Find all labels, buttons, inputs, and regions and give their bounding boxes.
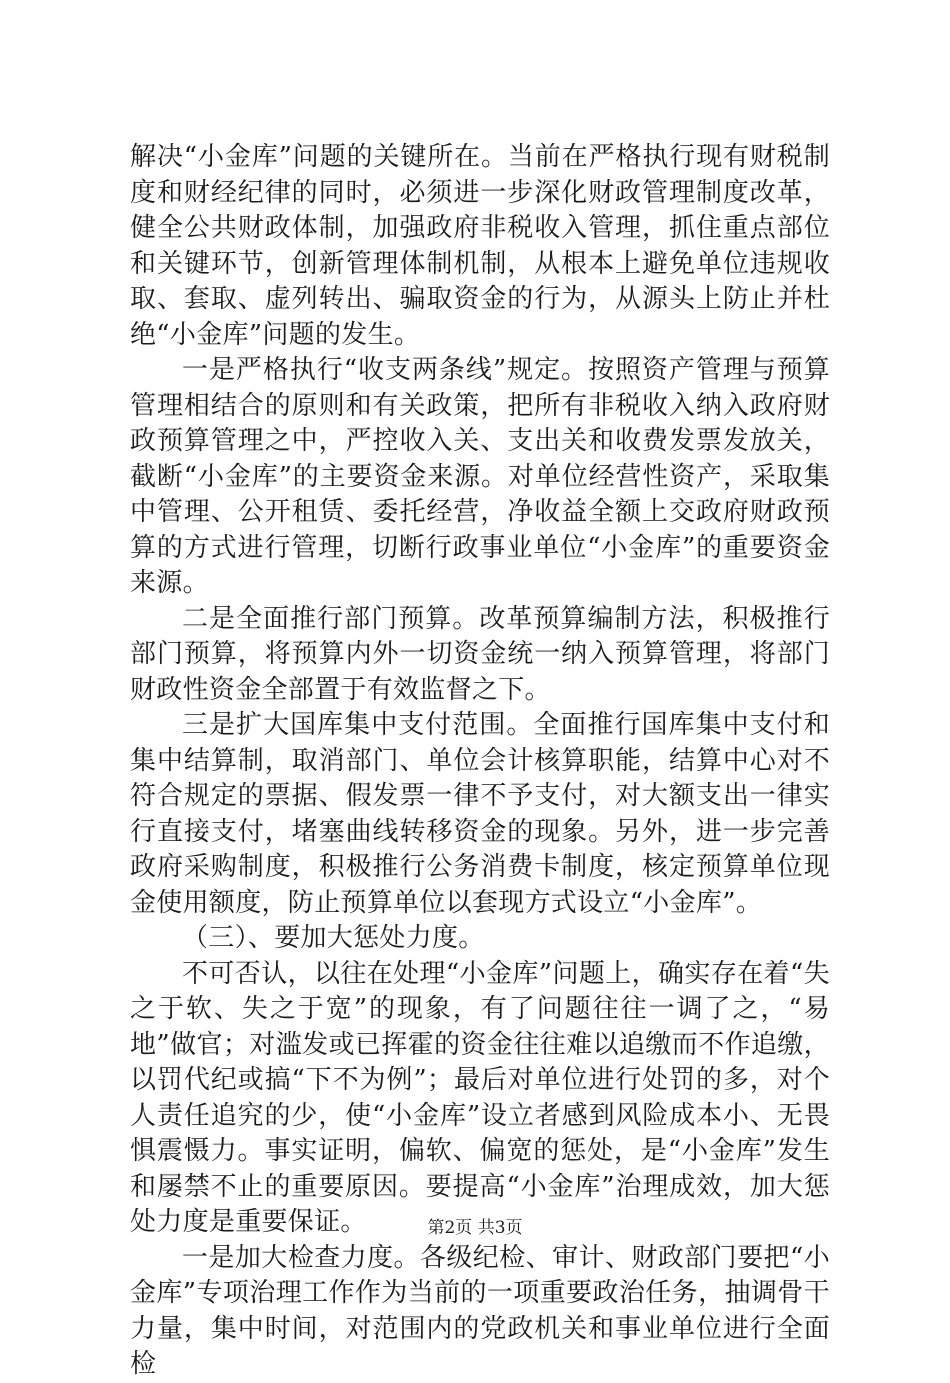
paragraph-6: 不可否认，以往在处理“小金库”问题上，确实存在着“失之于软、失之于宽”的现象，有了问题往往一调了之，“易地”做官；对滥发或已挥霍的资金往往难以追缴而不作追缴，以罚代纪或搞“下不为例”；最后对单位进行处罚的多，对个人责任追究的少，使“小金库”设立者感到风险成本小、无畏惧震慑力。事实证明，偏软、偏宽的惩处，是“小金库”发生和屡禁不止的重要原因。要提高“小金库”治理成效，加大惩处力度是重要保证。 xyxy=(130,958,830,1237)
paragraph-3: 二是全面推行部门预算。改革预算编制方法，积极推行部门预算，将预算内外一切资金统一纳入预算管理，将部门财政性资金全部置于有效监督之下。 xyxy=(130,603,830,705)
paragraph-2: 一是严格执行“收支两条线”规定。按照资产管理与预算管理相结合的原则和有关政策，把所有非税收入纳入政府财政预算管理之中，严控收入关、支出关和收费发票发放关，截断“小金库”的主要资金来源。对单位经营性资产，采取集中管理、公开租赁、委托经营，净收益全额上交政府财政预算的方式进行管理，切断行政事业单位“小金库”的重要资金来源。 xyxy=(130,355,830,598)
paragraph-7: 一是加大检查力度。各级纪检、审计、财政部门要把“小金库”专项治理工作作为当前的一项重要政治任务，抽调骨干力量，集中时间，对范围内的党政机关和事业单位进行全面检 xyxy=(130,1242,830,1379)
section-heading: （三）、要加大惩处力度。 xyxy=(182,923,485,953)
paragraph-1: 解决“小金库”问题的关键所在。当前在严格执行现有财税制度和财经纪律的同时，必须进一步深化财政管理制度改革，健全公共财政体制，加强政府非税收入管理，抓住重点部位和关键环节，创新管理体制机制，从根本上避免单位违规收取、套取、虚列转出、骗取资金的行为，从源头上防止并杜绝“小金库”问题的发生。 xyxy=(130,142,830,350)
document-body xyxy=(130,140,830,1383)
paragraph-4: 三是扩大国库集中支付范围。全面推行国库集中支付和集中结算制，取消部门、单位会计核算职能，结算中心对不符合规定的票据、假发票一律不予支付，对大额支出一律实行直接支付，堵塞曲线转移资金的现象。另外，进一步完善政府采购制度，积极推行公务消费卡制度，核定预算单位现金使用额度，防止预算单位以套现方式设立“小金库”。 xyxy=(130,710,830,918)
page-number-footer: 第2页 共3页 xyxy=(427,1218,523,1238)
